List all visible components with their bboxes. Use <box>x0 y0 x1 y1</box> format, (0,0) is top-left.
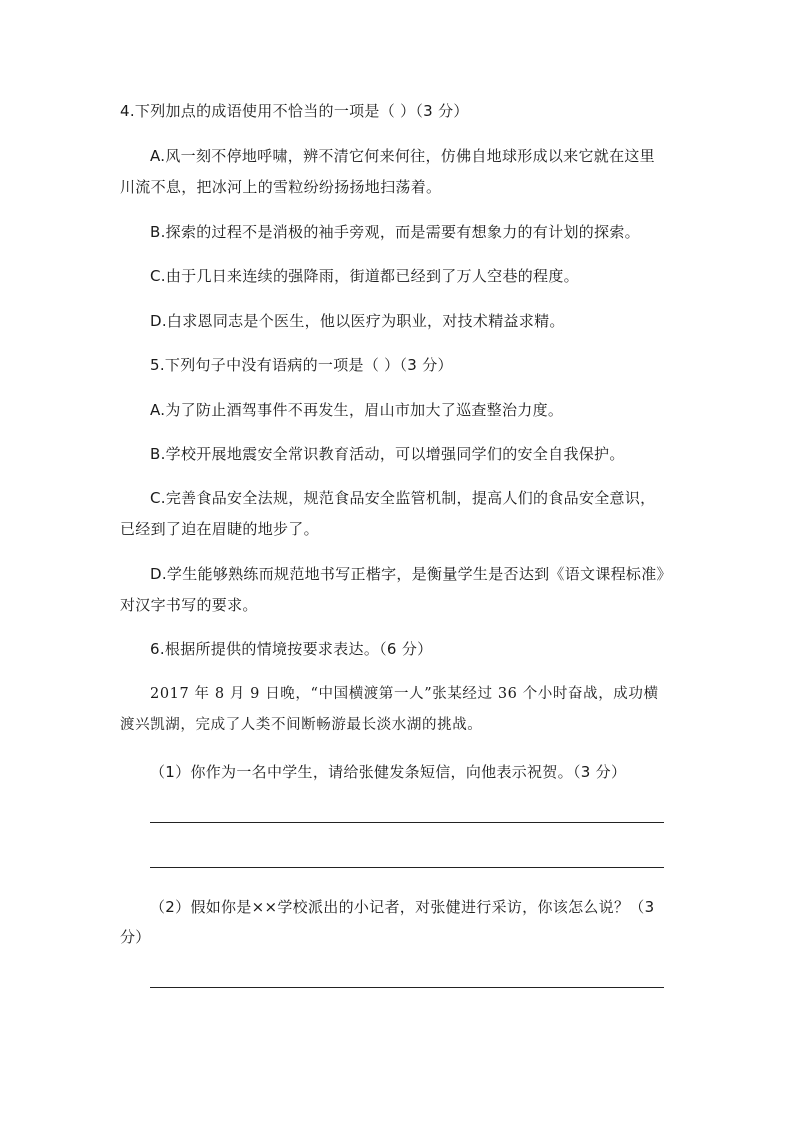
answer-line-3[interactable] <box>150 987 664 988</box>
question-6-passage-continued: 渡兴凯湖，完成了人类不间断畅游最长淡水湖的挑战。 <box>120 717 483 733</box>
question-5-option-d-continued: 对汉字书写的要求。 <box>120 596 258 614</box>
question-5-option-b: B.学校开展地震安全常识教育活动，可以增强同学们的安全自我保护。 <box>150 445 625 463</box>
question-6-subquestion-2: （2）假如你是××学校派出的小记者，对张健进行采访，你该怎么说？（3 <box>150 898 655 916</box>
question-6-subquestion-1: （1）你作为一名中学生，请给张健发条短信，向他表示祝贺。（3 分） <box>150 763 627 781</box>
answer-line-1[interactable] <box>150 822 664 823</box>
question-5-option-d: D.学生能够熟练而规范地书写正楷字，是衡量学生是否达到《语文课程标准》 <box>150 565 672 583</box>
question-5-option-c-continued: 已经到了迫在眉睫的地步了。 <box>120 520 319 538</box>
question-6-subquestion-2-continued: 分） <box>120 928 151 946</box>
question-4-option-a: A.风一刻不停地呼啸，辨不清它何来何往，仿佛自地球形成以来它就在这里 <box>150 147 655 165</box>
question-4-stem: 4.下列加点的成语使用不恰当的一项是（ ）（3 分） <box>120 102 469 120</box>
question-6-passage: 2017 年 8 月 9 日晚，“中国横渡第一人”张某经过 36 个小时奋战，成功横 <box>150 686 659 702</box>
question-4-option-b: B.探索的过程不是消极的袖手旁观，而是需要有想象力的有计划的探索。 <box>150 223 640 241</box>
question-6-stem: 6.根据所提供的情境按要求表达。（6 分） <box>150 640 433 658</box>
question-5-option-c: C.完善食品安全法规，规范食品安全监管机制，提高人们的食品安全意识， <box>150 489 656 507</box>
question-4-option-a-continued: 川流不息，把冰河上的雪粒纷纷扬扬地扫荡着。 <box>120 178 442 196</box>
question-5-stem: 5.下列句子中没有语病的一项是（ ）（3 分） <box>150 356 453 374</box>
question-5-option-a: A.为了防止酒驾事件不再发生，眉山市加大了巡查整治力度。 <box>150 401 564 419</box>
question-4-option-d: D.白求恩同志是个医生，他以医疗为职业，对技术精益求精。 <box>150 312 565 330</box>
answer-line-2[interactable] <box>150 867 664 868</box>
question-4-option-c: C.由于几日来连续的强降雨，街道都已经到了万人空巷的程度。 <box>150 267 579 285</box>
